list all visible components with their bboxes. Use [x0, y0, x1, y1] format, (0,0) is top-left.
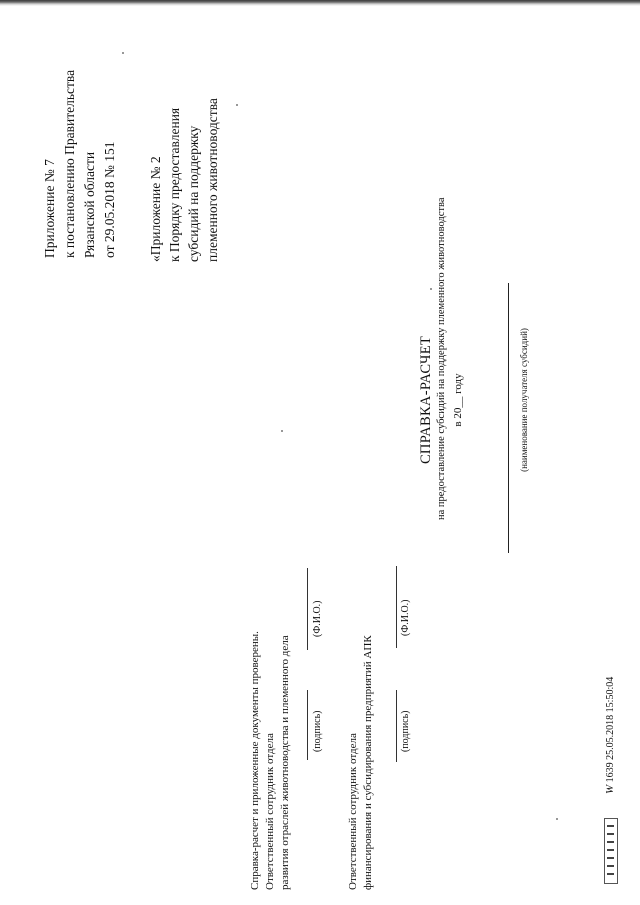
scan-speck: [556, 818, 558, 820]
appendix-2-subsidies: субсидий на поддержку: [186, 125, 201, 262]
appendix-2-header: [146, 98, 222, 262]
signature-line-2: [396, 690, 397, 762]
appendix-7-region: Рязанской области: [82, 151, 97, 258]
signature-caption-2: (подпись): [400, 710, 411, 752]
scan-speck: [236, 104, 238, 106]
appendix-2-livestock: племенного животноводства: [205, 98, 220, 262]
scan-speck: [281, 430, 283, 432]
recipient-line: [508, 283, 509, 553]
registration-number: 1639: [605, 762, 616, 783]
verification-1-line-3: развития отраслей животноводства и племенного дела: [279, 635, 291, 890]
appendix-7-title: Приложение № 7: [42, 159, 57, 258]
verification-1-line-1: Справка-расчет и приложенные документы проверены.: [249, 631, 261, 890]
verification-block-2: [346, 635, 376, 890]
registration-datetime: 25.05.2018 15:50:04: [605, 676, 616, 760]
registration-stamp-box: [604, 818, 618, 884]
name-caption-1: (Ф.И.О.): [312, 600, 323, 637]
appendix-7-resolution: к постановлению Правительства: [62, 69, 77, 258]
signature-caption-1: (подпись): [312, 710, 323, 752]
verification-1-line-2: Ответственный сотрудник отдела: [264, 733, 276, 890]
signature-line-1: [307, 690, 308, 760]
appendix-7-header: [40, 70, 120, 258]
title-year: в 20__ году: [452, 373, 464, 427]
verification-2-line-2: финансирования и субсидирования предприятий АПК: [362, 635, 374, 890]
title-heading: СПРАВКА-РАСЧЕТ: [418, 335, 434, 465]
verification-2-line-1: Ответственный сотрудник отдела: [347, 733, 359, 890]
recipient-caption: (наименование получателя субсидий): [519, 328, 529, 472]
appendix-2-procedure: к Порядку предоставления: [167, 107, 182, 262]
title-subtitle: на предоставление субсидий на поддержку племенного животноводства: [436, 197, 447, 520]
document-title: [418, 197, 466, 520]
name-line-1: [307, 568, 308, 650]
scan-speck: [430, 288, 432, 290]
appendix-2-title: «Приложение № 2: [148, 156, 163, 262]
verification-block-1: [248, 631, 293, 890]
scan-edge: [0, 0, 640, 6]
registration-stamp: [604, 677, 616, 794]
appendix-7-date: от 29.05.2018 № 151: [102, 141, 117, 258]
scan-speck: [122, 52, 124, 54]
name-caption-2: (Ф.И.О.): [400, 599, 411, 636]
name-line-2: [396, 566, 397, 648]
registration-mark: W: [604, 784, 616, 794]
